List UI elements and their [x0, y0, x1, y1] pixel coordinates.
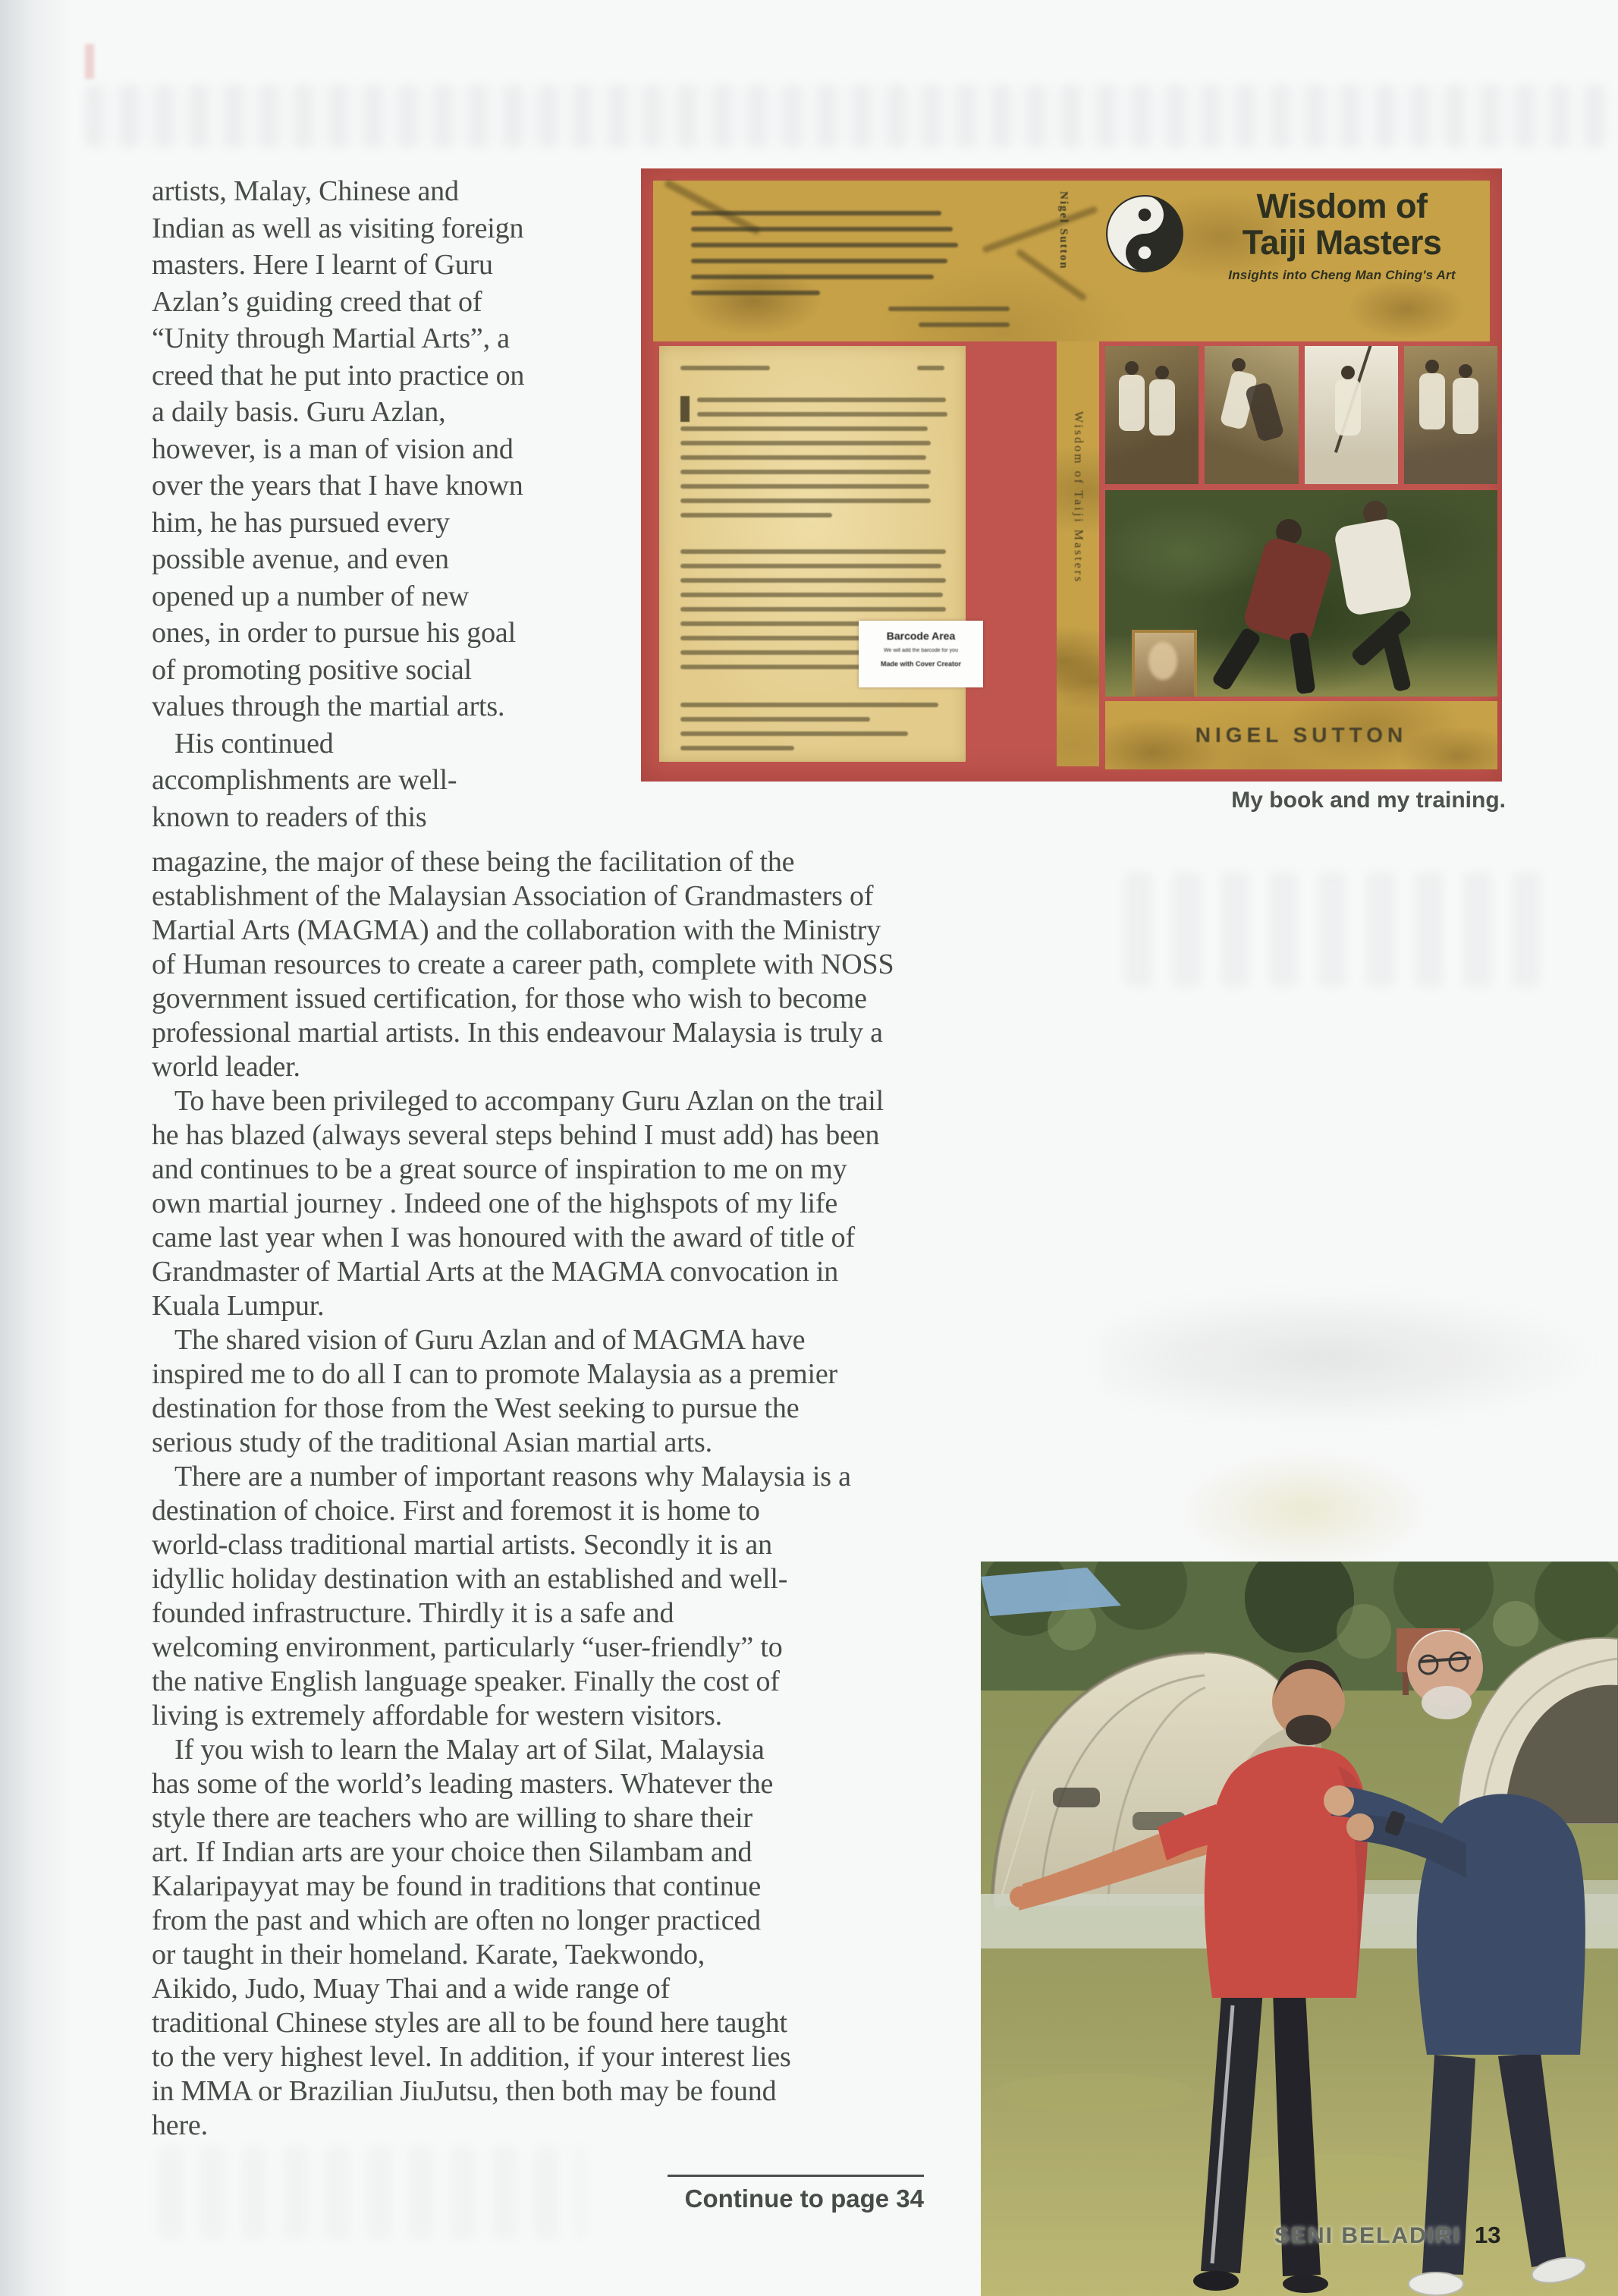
- blurred-text-line: [691, 275, 934, 279]
- blurred-text-line: [680, 441, 931, 445]
- blurred-text-line: [888, 307, 1010, 311]
- bleed-through-ghost: [85, 85, 1611, 147]
- blurred-text-line: [697, 412, 947, 417]
- page-footer: [1274, 2222, 1501, 2249]
- drop-cap: [680, 396, 690, 422]
- figure-leg: [1290, 632, 1316, 695]
- training-photo: [981, 1562, 1618, 2296]
- blurred-text-line: [680, 703, 938, 707]
- cover-photo: [1105, 346, 1199, 484]
- blurred-text-line: [691, 259, 947, 263]
- barcode-area-note: We will add the barcode for you: [884, 648, 958, 653]
- blurred-text-line: [697, 398, 946, 402]
- figure: [1119, 375, 1145, 431]
- back-cover-header: [680, 366, 944, 372]
- blurred-text-line: [680, 455, 926, 460]
- paragraph: To have been privileged to accompany Guru Azlan on the trail he has blazed (always several steps behind I must add) has been and continues to be a great source of inspiration to me on my own martial journey . Indeed one of the highspots of my life came last year when I was honoured with the award of title of Grandmaster of Martial Arts at the MAGMA convocation in Kuala Lumpur.: [152, 1085, 884, 1322]
- figure: [1453, 378, 1478, 434]
- continue-label: Continue to page 34: [684, 2184, 924, 2213]
- yin-yang-icon: [1105, 194, 1184, 277]
- article-column-narrow: [152, 173, 652, 835]
- spine-title: Wisdom of Taiji Masters: [1072, 411, 1085, 584]
- cover-author-band: [1105, 701, 1497, 769]
- book-title-line1: Wisdom of: [1256, 187, 1428, 225]
- paragraph: If you wish to learn the Malay art of Silat, Malaysia has some of the world’s leading masters. Whatever the style there are teachers who are willing to share their art. If Indian arts are your choice then Silambam and Kalaripayyat may be found in traditions that continue from the past and which are often no longer practiced or taught in their homeland. Karate, Taekwondo, Aikido, Judo, Muay Thai and a wide range of traditional Chinese styles are all to be found here taught to the very highest level. In addition, if your interest lies in MMA or Brazilian JiuJutsu, then both may be found here.: [152, 1734, 791, 2141]
- blurred-text-line: [680, 578, 946, 583]
- blurred-text-line: [680, 366, 770, 370]
- blurred-text-line: [680, 426, 928, 431]
- inset-portrait: [1132, 630, 1197, 697]
- figure: [1245, 382, 1285, 443]
- back-cover-blurb: [691, 211, 1010, 338]
- bleed-through-ghost: [1180, 1453, 1430, 1567]
- figure: [1242, 536, 1335, 646]
- blurred-text-line: [917, 366, 944, 370]
- blurred-text-line: [691, 211, 941, 215]
- book-subtitle: Insights into Cheng Man Ching's Art: [1228, 268, 1456, 283]
- paragraph: magazine, the major of these being the facilitation of the establishment of the Malaysian Association of Grandmasters of Martial Arts (MAGMA) and the collaboration with the Ministry of Human resources to create a career path, complete with NOSS government issued certification, for those who wish to become professional martial artists. In this endeavour Malaysia is truly a world leader.: [152, 846, 894, 1083]
- blurred-text-line: [680, 593, 943, 597]
- book-author: NIGEL SUTTON: [1195, 723, 1408, 747]
- back-cover-paragraph: [680, 703, 947, 760]
- figure: [1333, 517, 1412, 616]
- barcode-area-credit: Made with Cover Creator: [880, 660, 962, 668]
- blurred-text-line: [680, 484, 929, 489]
- blurred-text-line: [680, 746, 794, 750]
- book-title-line2: Taiji Masters: [1242, 223, 1442, 263]
- blurred-text-line: [680, 717, 870, 722]
- blurred-text-line: [680, 665, 870, 669]
- figure-head: [1425, 360, 1439, 373]
- book-cover-image: [641, 168, 1502, 782]
- bleed-through-ghost: [1124, 873, 1557, 986]
- bleed-through-ghost: [1100, 1290, 1601, 1426]
- figure: [1149, 379, 1175, 436]
- scan-edge-shadow: [0, 0, 72, 2296]
- spine-author: Nigel Sutton: [1057, 191, 1070, 270]
- magazine-name: SENI BELADIRI: [1274, 2223, 1462, 2248]
- cover-photo: [1404, 346, 1497, 484]
- blurred-text-line: [919, 322, 1010, 327]
- article-column-wide: [152, 845, 1123, 2143]
- figure-head: [1232, 358, 1246, 372]
- blurred-text-line: [680, 564, 941, 568]
- scan-speck: [85, 44, 94, 79]
- figure-leg: [1211, 627, 1261, 692]
- blurred-text-line: [691, 227, 953, 231]
- blurred-text-line: [680, 470, 931, 474]
- paragraph: There are a number of important reasons why Malaysia is a destination of choice. First and foremost it is home to world-class traditional martial artists. Secondly it is an idyllic holiday destination with an established and well- founded infrastructure. Thirdly it is a safe and welcoming environment, particularly “user-friendly” to the native English language speaker. Finally the cost of living is extremely affordable for western visitors.: [152, 1461, 851, 1731]
- blurred-text-line: [680, 513, 832, 517]
- barcode-area-box: [859, 621, 983, 687]
- blurred-text-line: [691, 291, 820, 295]
- figure: [1419, 373, 1445, 429]
- blurred-text-line: [680, 499, 931, 503]
- blurred-text-line: [680, 607, 946, 612]
- figure-head: [1459, 364, 1472, 378]
- paragraph: artists, Malay, Chinese and Indian as well as visiting foreign masters. Here I learnt of Guru Azlan’s guiding creed that of “Unity through Martial Arts”, a creed that he put into practice on a daily basis. Guru Azlan, however, is a man of vision and over the years that I have known him, he has pursued every possible avenue, and even opened up a number of new ones, in order to pursue his goal of promoting positive social values through the martial arts.: [152, 175, 525, 722]
- blurred-text-line: [680, 731, 908, 736]
- cover-top-band: [653, 181, 1490, 341]
- book-caption: My book and my training.: [1231, 788, 1506, 813]
- continue-note: [668, 2175, 924, 2213]
- book-title-block: [1196, 188, 1488, 283]
- cover-photo-strip: [1105, 346, 1497, 484]
- paragraph: His continued accomplishments are well- known to readers of this: [152, 727, 457, 833]
- figure-leg: [1380, 626, 1412, 693]
- cover-photo: [1205, 346, 1298, 484]
- page-number: 13: [1475, 2222, 1501, 2248]
- paragraph: The shared vision of Guru Azlan and of MAGMA have inspired me to do all I can to promote Malaysia as a premier destination for those from the West seeking to pursue the serious study of the traditional Asian martial arts.: [152, 1324, 837, 1458]
- blurred-text-line: [691, 243, 958, 247]
- continue-rule: [668, 2175, 924, 2177]
- barcode-area-title: Barcode Area: [886, 630, 956, 642]
- bleed-through-ghost: [159, 2147, 584, 2238]
- figure-head: [1341, 366, 1355, 379]
- blurred-text-line: [680, 549, 946, 554]
- cover-photo: [1305, 346, 1398, 484]
- back-cover-paragraph: [697, 398, 947, 527]
- figure-head: [1155, 366, 1169, 379]
- back-cover-text-panel: [659, 346, 966, 762]
- book-spine: [1057, 341, 1099, 766]
- figure: [1335, 379, 1361, 436]
- branch-art: [1015, 248, 1087, 301]
- figure-head: [1125, 361, 1139, 375]
- cover-main-photo: [1105, 490, 1497, 697]
